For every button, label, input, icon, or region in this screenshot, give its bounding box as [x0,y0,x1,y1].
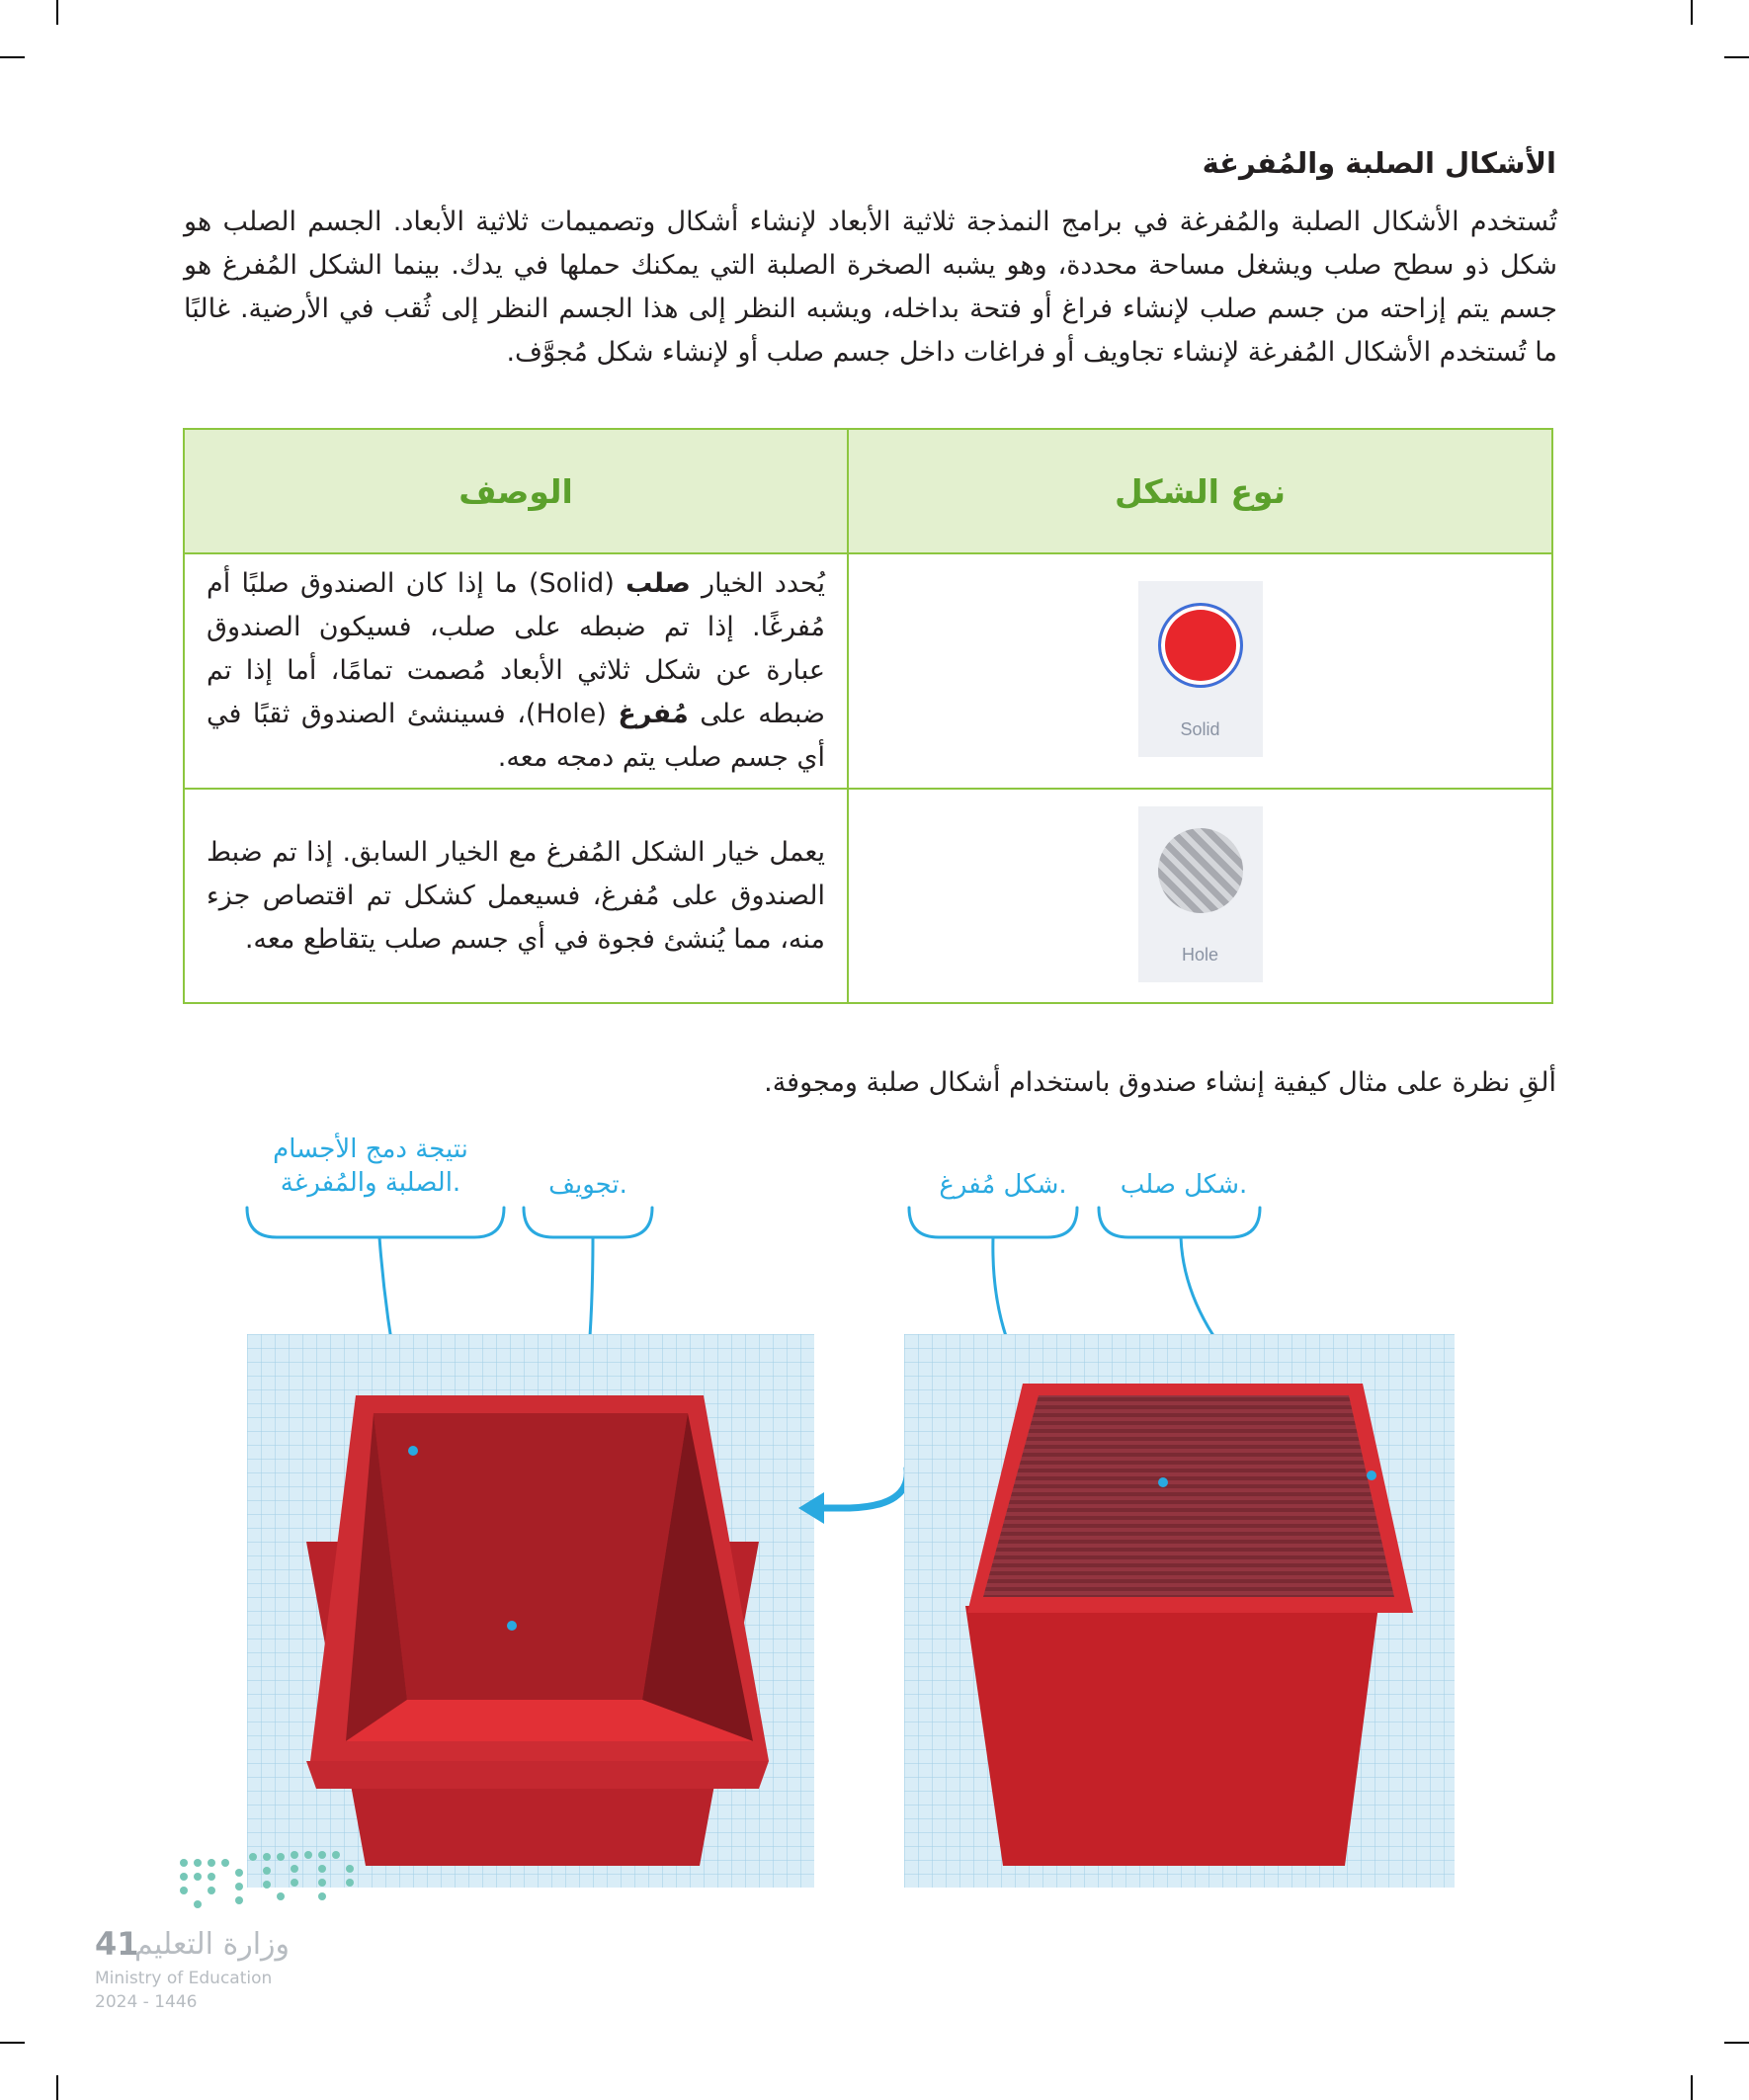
callout-cavity: تجويف. [548,1170,627,1200]
callout-result-line: نتيجة دمج الأجسام [273,1134,468,1164]
callout-result-line: الصلبة والمُفرغة. [280,1168,461,1198]
bracket-hole [909,1208,1077,1237]
bracket-cavity [524,1208,652,1237]
solid-hole-box-image [904,1334,1455,1888]
logo-dots-icon [95,1833,391,1942]
hole-label: Hole [1181,944,1219,965]
bracket-solid [1099,1208,1260,1237]
section-heading: الأشكال الصلبة والمُفرغة [1202,146,1556,180]
box-inner-wall-back [374,1413,688,1700]
footer-year: 2024 - 1446 [95,1992,198,2012]
hole-box-top [983,1395,1394,1597]
desc-text: يُحدد الخيار [690,568,826,599]
solid-box-front [965,1606,1378,1866]
header-description: الوصف [184,429,848,553]
bracket-result [247,1208,504,1237]
desc-bold: مُفرغ [618,699,689,729]
desc-bold: صلب [625,568,691,599]
result-box-image [247,1334,814,1888]
page-number: 41 [95,1925,139,1963]
example-intro: ألقِ نظرة على مثال كيفية إنشاء صندوق باستخدام أشكال صلبة ومجوفة. [764,1067,1556,1098]
arrow-icon [791,1463,919,1542]
desc-text: (Solid) ما إذا كان الصندوق صلبًا أم مُفرغًا. إذا تم ضبطه على صلب، فسيكون الصندوق عبارة عن شكل ثلاثي الأبعاد مُصمت تمامًا، أما إذا تم ضبطه على [207,568,825,729]
callout-hole: شكل مُفرغ. [939,1170,1067,1200]
hole-description: يعمل خيار الشكل المُفرغ مع الخيار السابق. إذا تم ضبط الصندوق على مُفرغ، فسيعمل كشكل تم اقتصاص جزء منه، مما يُنشئ فجوة في أي جسم صلب يتقاطع معه. [184,789,848,1003]
header-shape-type: نوع الشكل [848,429,1552,553]
ministry-logo [95,1833,391,2021]
intro-paragraph: تُستخدم الأشكال الصلبة والمُفرغة في برامج النمذجة ثلاثية الأبعاد لإنشاء أشكال وتصميمات ثلاثية الأبعاد. الجسم الصلب هو شكل ذو سطح صلب ويشغل مساحة محددة، وهو يشبه الصخرة الصلبة التي يمكنك حملها في يدك. بينما الشكل المُفرغ هو جسم يتم إزاحته من جسم صلب لإنشاء فراغ أو فتحة بداخله، ويشبه النظر إلى هذا الجسم النظر إلى ثُقب في الأرضية. غالبًا ما تُستخدم الأشكال المُفرغة لإنشاء تجاويف أو فراغات داخل جسم صلب أو لإنشاء شكل مُجوَّف. [184,207,1557,368]
ministry-name-en: Ministry of Education [95,1969,273,1988]
desc-text: (Hole)، فسينشئ الصندوق ثقبًا في أي جسم صلب يتم دمجه معه. [207,699,825,773]
callout-solid: شكل صلب. [1120,1170,1248,1200]
solid-label: Solid [1180,719,1220,739]
ministry-name-ar: وزارة التعليم [134,1927,291,1962]
